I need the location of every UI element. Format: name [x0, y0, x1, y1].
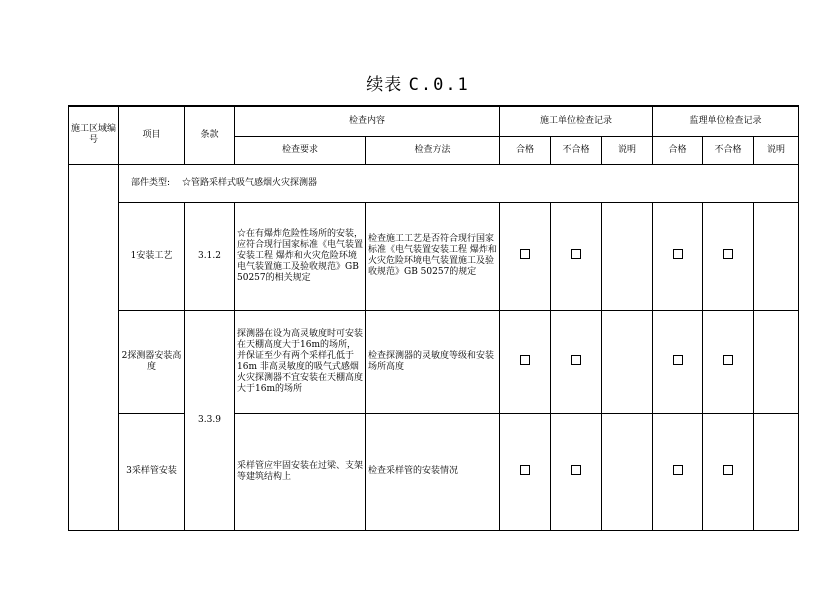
table-row [69, 202, 799, 310]
contractor-pass-cell[interactable] [500, 413, 551, 530]
header-supervisor: 监理单位检查记录 [653, 106, 799, 136]
row-method: 检查采样管的安装情况 [366, 413, 500, 530]
header-supervisor-note: 说明 [754, 136, 799, 164]
contractor-pass-cell[interactable] [500, 202, 551, 310]
header-content: 检查内容 [235, 106, 500, 136]
contractor-note-cell[interactable] [602, 202, 653, 310]
checkbox-icon[interactable] [520, 355, 530, 365]
header-area: 施工区域编号 [69, 106, 119, 164]
area-cell [69, 164, 119, 530]
contractor-note-cell[interactable] [602, 310, 653, 413]
header-item: 项目 [119, 106, 185, 164]
contractor-fail-cell[interactable] [551, 413, 602, 530]
supervisor-fail-cell[interactable] [703, 413, 754, 530]
header-method: 检查方法 [366, 136, 500, 164]
form-title [0, 70, 836, 95]
checkbox-icon[interactable] [673, 249, 683, 259]
table-row [69, 413, 799, 530]
table-row [69, 310, 799, 413]
row-method: 检查探测器的灵敏度等级和安装场所高度 [366, 310, 500, 413]
row-requirement: ☆在有爆炸危险性场所的安装，应符合现行国家标准《电气装置安装工程 爆炸和火灾危险环境电气装置施工及验收规范》GB 50257的相关规定 [235, 202, 366, 310]
header-contractor: 施工单位检查记录 [500, 106, 653, 136]
header-supervisor-pass: 合格 [653, 136, 703, 164]
checkbox-icon[interactable] [723, 465, 733, 475]
supervisor-note-cell[interactable] [754, 202, 799, 310]
inspection-table [68, 105, 799, 531]
supervisor-fail-cell[interactable] [703, 310, 754, 413]
contractor-note-cell[interactable] [602, 413, 653, 530]
header-clause: 条款 [185, 106, 235, 164]
checkbox-icon[interactable] [723, 355, 733, 365]
checkbox-icon[interactable] [571, 355, 581, 365]
category-label: 部件类型: [131, 177, 171, 188]
header-req: 检查要求 [235, 136, 366, 164]
header-contractor-pass: 合格 [500, 136, 551, 164]
checkbox-icon[interactable] [723, 249, 733, 259]
checkbox-icon[interactable] [520, 465, 530, 475]
row-item: 1安装工艺 [119, 202, 185, 310]
checkbox-icon[interactable] [571, 249, 581, 259]
supervisor-pass-cell[interactable] [653, 413, 703, 530]
contractor-pass-cell[interactable] [500, 310, 551, 413]
category-value: ☆管路采样式吸气感烟火灾探测器 [182, 177, 318, 188]
row-item: 3采样管安装 [119, 413, 185, 530]
checkbox-icon[interactable] [520, 249, 530, 259]
row-requirement: 采样管应牢固安装在过梁、支架等建筑结构上 [235, 413, 366, 530]
contractor-fail-cell[interactable] [551, 310, 602, 413]
supervisor-fail-cell[interactable] [703, 202, 754, 310]
header-contractor-fail: 不合格 [551, 136, 602, 164]
title-code: C.0.1 [408, 75, 470, 95]
row-requirement: 探测器在设为高灵敏度时可安装在天棚高度大于16m的场所，并保证至少有两个采样孔低于16m 非高灵敏度的吸气式感烟火灾探测器不宜安装在天棚高度大于16m的场所 [235, 310, 366, 413]
header-contractor-note: 说明 [602, 136, 653, 164]
supervisor-note-cell[interactable] [754, 310, 799, 413]
contractor-fail-cell[interactable] [551, 202, 602, 310]
row-clause: 3.3.9 [185, 310, 235, 530]
header-supervisor-fail: 不合格 [703, 136, 754, 164]
row-item: 2探测器安装高度 [119, 310, 185, 413]
supervisor-note-cell[interactable] [754, 413, 799, 530]
checkbox-icon[interactable] [571, 465, 581, 475]
supervisor-pass-cell[interactable] [653, 202, 703, 310]
row-clause: 3.1.2 [185, 202, 235, 310]
row-method: 检查施工工艺是否符合现行国家标准《电气装置安装工程 爆炸和火灾危险环境电气装置施工及验收规范》GB 50257的规定 [366, 202, 500, 310]
supervisor-pass-cell[interactable] [653, 310, 703, 413]
checkbox-icon[interactable] [673, 355, 683, 365]
category-row [119, 164, 799, 202]
title-text: 续表 [366, 75, 403, 95]
checkbox-icon[interactable] [673, 465, 683, 475]
